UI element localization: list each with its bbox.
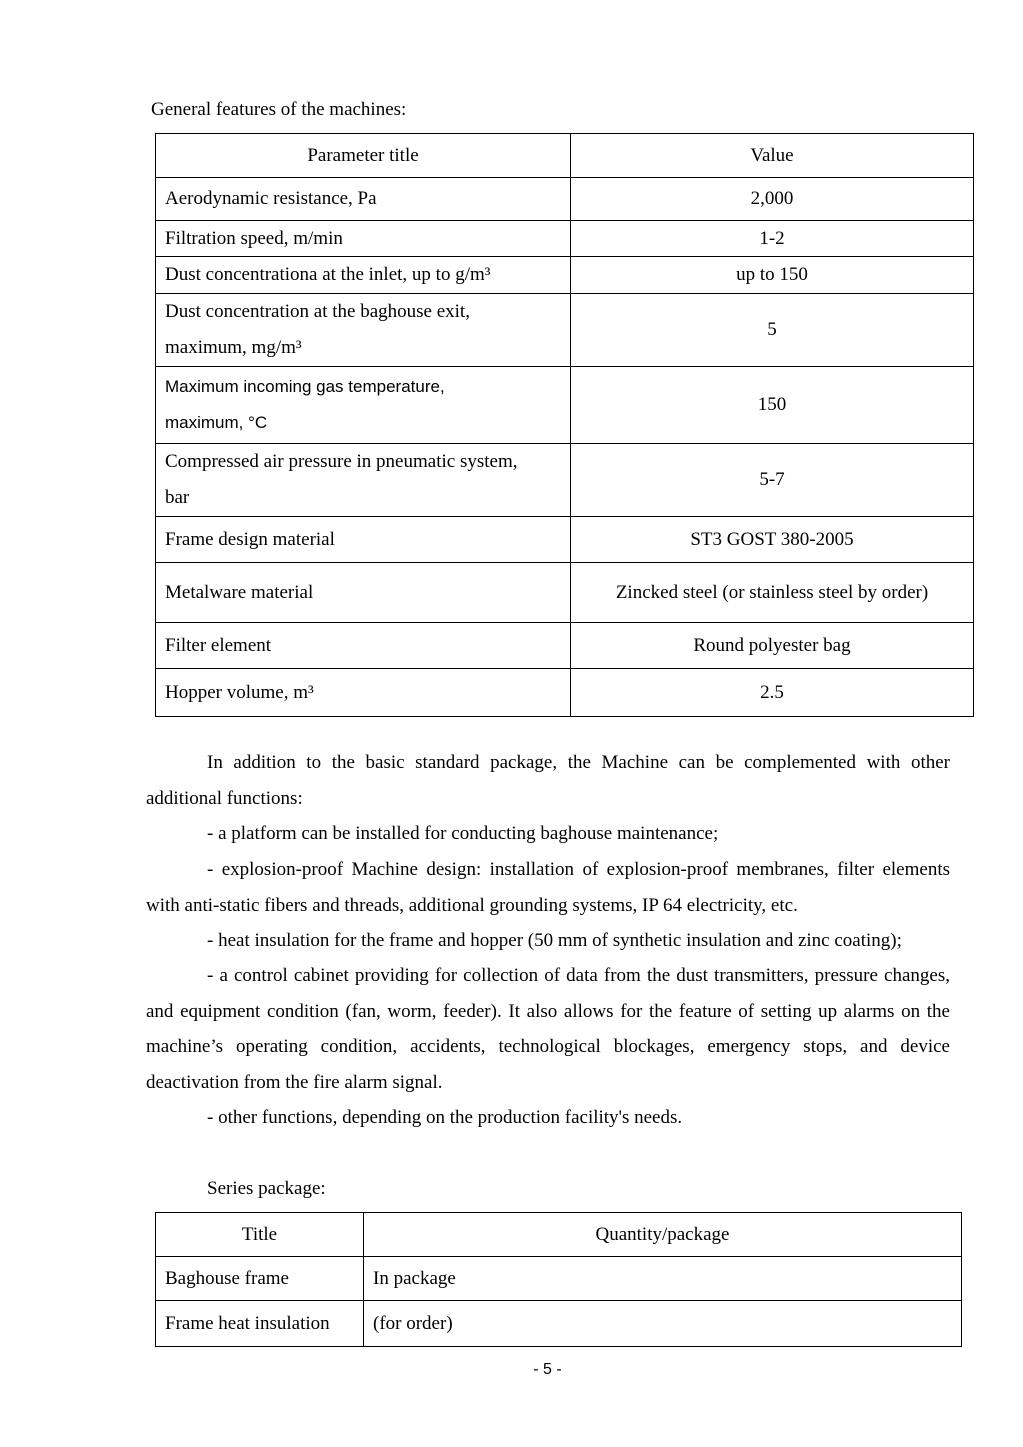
param-line: maximum, °C bbox=[165, 413, 268, 432]
param-line: Maximum incoming gas temperature, bbox=[165, 377, 445, 396]
table-row bbox=[156, 517, 974, 563]
table-row bbox=[156, 1301, 962, 1347]
param-cell bbox=[156, 367, 571, 444]
qty-cell: In package bbox=[364, 1257, 962, 1301]
param-cell: Metalware material bbox=[156, 563, 571, 623]
feature-item-control-cabinet: - a control cabinet providing for collection of data from the dust transmitters, pressure changes, and equipment condition (fan, worm, feeder). It also allows for the feature of setting up alarms on the machine’s operating condition, accidents, technological blockages, emergency stops, and device deactivation from the fire alarm signal. bbox=[146, 965, 950, 1093]
header-cell: Title bbox=[156, 1213, 364, 1257]
param-cell: Filtration speed, m/min bbox=[156, 221, 571, 257]
feature-item-platform: - a platform can be installed for conducting baghouse maintenance; bbox=[207, 823, 719, 844]
table-row bbox=[156, 1257, 962, 1301]
series-package-table bbox=[155, 1212, 962, 1347]
value-cell: 2.5 bbox=[571, 669, 974, 717]
value-cell: 150 bbox=[571, 367, 974, 444]
section-heading: General features of the machines: bbox=[151, 99, 407, 120]
table-row bbox=[156, 669, 974, 717]
param-line: Dust concentration at the baghouse exit, bbox=[165, 301, 470, 322]
param-line: Compressed air pressure in pneumatic system, bbox=[165, 451, 518, 472]
value-cell: Round polyester bag bbox=[571, 623, 974, 669]
param-line: bar bbox=[165, 487, 190, 508]
value-cell: 5-7 bbox=[571, 444, 974, 517]
feature-item-heat-insulation: - heat insulation for the frame and hopper (50 mm of synthetic insulation and zinc coating); bbox=[207, 930, 902, 951]
param-cell: Aerodynamic resistance, Pa bbox=[156, 178, 571, 221]
title-cell: Baghouse frame bbox=[156, 1257, 364, 1301]
table-row bbox=[156, 178, 974, 221]
table-row bbox=[156, 367, 974, 444]
intro-paragraph: In addition to the basic standard package, the Machine can be complemented with other additional functions: bbox=[146, 752, 950, 809]
header-cell: Quantity/package bbox=[364, 1213, 962, 1257]
value-cell: up to 150 bbox=[571, 257, 974, 294]
header-cell: Value bbox=[571, 134, 974, 178]
table-row bbox=[156, 221, 974, 257]
feature-item-explosion-proof: - explosion-proof Machine design: installation of explosion-proof membranes, filter elements with anti-static fibers and threads, additional grounding systems, IP 64 electricity, etc. bbox=[146, 859, 950, 916]
table-header-row bbox=[156, 1213, 962, 1257]
table-row bbox=[156, 294, 974, 367]
value-cell: 2,000 bbox=[571, 178, 974, 221]
series-package-label: Series package: bbox=[207, 1178, 326, 1199]
table-row bbox=[156, 623, 974, 669]
value-cell: Zincked steel (or stainless steel by order) bbox=[571, 563, 974, 623]
param-cell bbox=[156, 294, 571, 367]
header-cell: Parameter title bbox=[156, 134, 571, 178]
param-cell: Frame design material bbox=[156, 517, 571, 563]
title-cell: Frame heat insulation bbox=[156, 1301, 364, 1347]
param-cell: Filter element bbox=[156, 623, 571, 669]
param-cell bbox=[156, 444, 571, 517]
value-cell: ST3 GOST 380-2005 bbox=[571, 517, 974, 563]
table-row bbox=[156, 563, 974, 623]
feature-item-other: - other functions, depending on the production facility's needs. bbox=[207, 1107, 683, 1128]
table-row bbox=[156, 444, 974, 517]
table-row bbox=[156, 257, 974, 294]
features-table bbox=[155, 133, 974, 717]
value-cell: 1-2 bbox=[571, 221, 974, 257]
page-number: - 5 - bbox=[533, 1361, 562, 1378]
param-line: maximum, mg/m³ bbox=[165, 337, 302, 358]
param-cell: Dust concentrationa at the inlet, up to g/m³ bbox=[156, 257, 571, 294]
value-cell: 5 bbox=[571, 294, 974, 367]
qty-cell: (for order) bbox=[364, 1301, 962, 1347]
table-header-row bbox=[156, 134, 974, 178]
param-cell: Hopper volume, m³ bbox=[156, 669, 571, 717]
